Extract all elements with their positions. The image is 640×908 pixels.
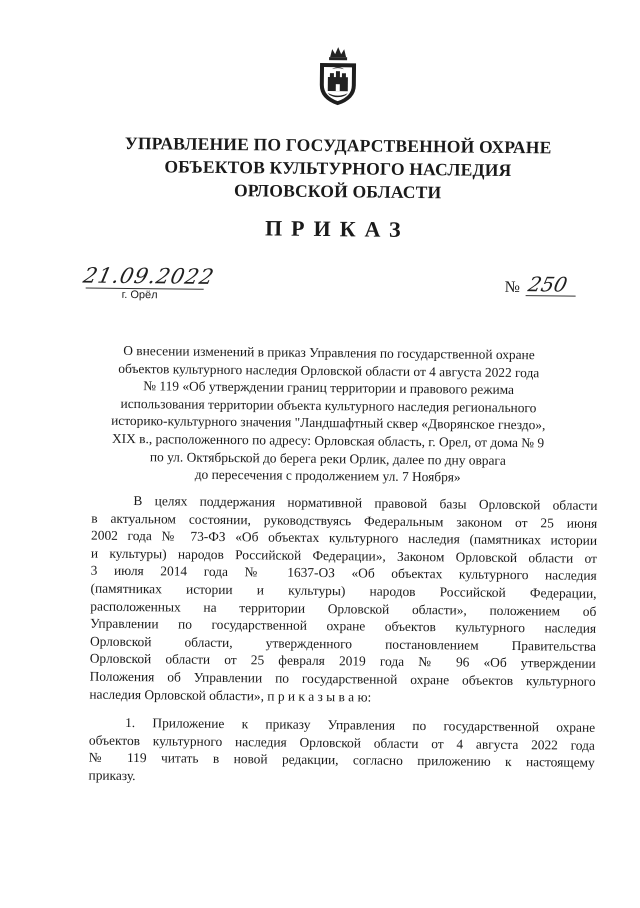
- subject-line: по ул. Октябрьской до берега реки Орлик, далее по дну оврага: [149, 448, 506, 468]
- organization-name-line: ОБЪЕКТОВ КУЛЬТУРНОГО НАСЛЕДИЯ: [164, 156, 512, 180]
- paragraph-line: Орловской области, утвержденного постановлением Правительства: [89, 633, 597, 654]
- subject-line: XIX в., расположенного по адресу: Орловская область, г. Орел, от дома № 9: [111, 430, 545, 451]
- subject-line: использования территории объекта культурного наследия регионального: [120, 395, 537, 416]
- paragraph-line: объектов культурного наследия Орловской области от 4 августа 2022 года: [88, 732, 596, 753]
- subject-line: до пересечения с продолжением ул. 7 Ноября»: [194, 466, 461, 485]
- paragraph-line: (памятниках истории и культуры) народов Российской Федерации,: [90, 580, 597, 601]
- city-label: г. Орёл: [121, 288, 158, 302]
- paragraph-line: в актуальном состоянии, руководствуясь Федеральным законом от 25 июня: [91, 510, 598, 531]
- paragraph-line: расположенных на территории Орловской области», положением об: [90, 598, 597, 619]
- subject-line: № 119 «Об утверждении границ территории и правового режима: [143, 378, 515, 398]
- document-type-title: ПРИКАЗ: [264, 215, 410, 242]
- paragraph-line: 2002 года № 73-ФЗ «Об объектах культурного наследия (памятниках истории: [91, 527, 598, 549]
- paragraph-line: Орловской области от 25 февраля 2019 года № 96 «Об утверждении: [89, 650, 596, 672]
- organization-name: [103, 132, 574, 206]
- paragraph-line: и культуры) народов Российской Федерации», Законом Орловской области от: [90, 545, 597, 566]
- number-sign: №: [504, 278, 521, 297]
- organization-name-line: УПРАВЛЕНИЕ ПО ГОСУДАРСТВЕННОЙ ОХРАНЕ: [124, 132, 552, 158]
- subject-line: объектов культурного наследия Орловской области от 4 августа 2022 года: [118, 360, 540, 380]
- paragraph-line: Управлении по государственной охране объектов культурного наследия: [90, 615, 597, 637]
- paragraph-line: В целях поддержания нормативной правовой базы Орловской области: [133, 493, 598, 513]
- order-subject: [78, 341, 579, 487]
- organization-name-line: ОРЛОВСКОЙ ОБЛАСТИ: [233, 180, 442, 203]
- subject-line: О внесении изменений в приказ Управления по государственной охране: [123, 342, 535, 363]
- paragraph-line: наследия Орловской области», п р и к а з ы в а ю:: [89, 686, 372, 705]
- paragraph-line: № 119 читать в новой редакции, согласно приложению к настоящему: [88, 749, 595, 771]
- order-item-1: [88, 714, 595, 790]
- handwritten-date: 21.09.2022: [81, 263, 217, 289]
- subject-line: историко-культурного значения "Ландшафтный сквер «Дворянское гнездо»,: [111, 413, 546, 433]
- coat-of-arms-icon: [316, 45, 361, 107]
- handwritten-order-number: 250: [526, 272, 570, 297]
- paragraph-line: 1. Приложение к приказу Управления по государственной охране: [125, 714, 596, 735]
- number-underline: [526, 295, 576, 297]
- paragraph-line: 3 июля 2014 года № 1637-ОЗ «Об объектах культурного наследия: [90, 562, 597, 584]
- paragraph-line: Положения об Управлении по государственной охране объектов культурного: [89, 668, 596, 689]
- preamble-paragraph: [89, 492, 597, 708]
- paragraph-line: приказу.: [88, 767, 136, 783]
